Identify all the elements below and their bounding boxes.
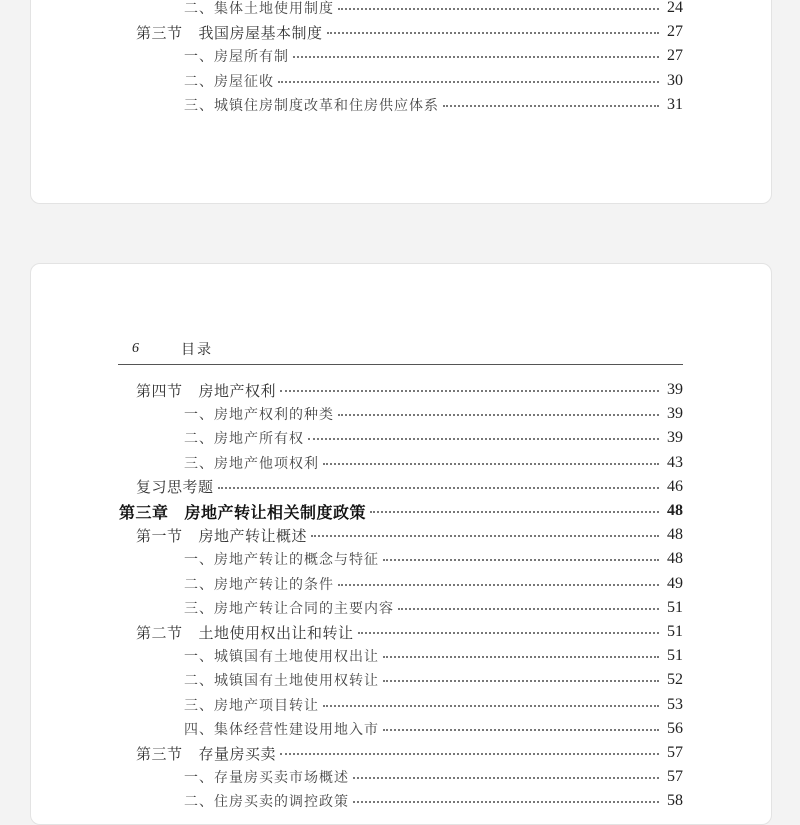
toc-subsection[interactable] xyxy=(184,789,683,813)
toc-subsection[interactable] xyxy=(184,765,683,789)
leader-dots xyxy=(353,801,659,803)
toc-entry-title xyxy=(184,95,439,115)
toc-page-number: 24 xyxy=(667,0,683,16)
toc-entry-label: 一、房地产转让的概念与特征 xyxy=(184,552,379,569)
leader-dots xyxy=(338,414,659,416)
leader-dots xyxy=(383,680,659,682)
toc-entry-name: 房地产权利 xyxy=(198,381,277,400)
toc-page-number: 58 xyxy=(667,792,683,810)
leader-dots xyxy=(383,559,659,561)
leader-dots xyxy=(280,390,659,392)
toc-entry-title xyxy=(184,646,379,666)
toc-entry-label: 一、房屋所有制 xyxy=(184,49,289,66)
toc-entry-title xyxy=(184,549,379,569)
toc-chapter[interactable] xyxy=(119,499,683,523)
leader-dots xyxy=(338,8,659,10)
toc-entry-label: 三、房地产他项权利 xyxy=(184,455,319,472)
toc-page-6 xyxy=(30,263,772,825)
toc-page-number: 57 xyxy=(667,768,683,786)
toc-page-number: 39 xyxy=(667,381,683,398)
toc-page-number: 57 xyxy=(667,744,683,761)
toc-entry-label: 第三章 xyxy=(119,502,169,522)
toc-page-number: 31 xyxy=(667,95,683,113)
toc-entry-title xyxy=(184,0,334,18)
toc-section[interactable] xyxy=(136,620,683,644)
leader-dots xyxy=(443,105,659,107)
toc-subsection[interactable] xyxy=(184,451,683,475)
toc-entry-label: 第二节 xyxy=(136,623,183,642)
toc-subsection[interactable] xyxy=(184,93,683,117)
toc-subsection[interactable] xyxy=(184,717,683,741)
toc-subsection[interactable] xyxy=(184,547,683,571)
page-header xyxy=(118,334,683,365)
leader-dots xyxy=(383,729,659,731)
toc-page-number: 27 xyxy=(667,23,683,41)
leader-dots xyxy=(323,705,659,707)
toc-entry-title xyxy=(184,767,349,787)
toc-entry-label: 三、房地产项目转让 xyxy=(184,697,319,714)
toc-entry-title xyxy=(184,404,334,424)
toc-subsection[interactable] xyxy=(184,572,683,596)
toc-entry-title xyxy=(136,476,214,497)
toc-entry-label: 三、房地产转让合同的主要内容 xyxy=(184,600,394,617)
toc-entry-title xyxy=(136,743,276,764)
toc-entry-label: 二、集体土地使用制度 xyxy=(184,1,334,17)
toc-entry-name: 我国房屋基本制度 xyxy=(198,23,323,42)
toc-entry-name: 土地使用权出让和转让 xyxy=(198,623,354,642)
toc-page-number: 48 xyxy=(667,502,683,519)
page-number: 6 xyxy=(132,341,139,356)
toc-entry-label: 第一节 xyxy=(136,526,183,545)
toc-section[interactable] xyxy=(136,523,683,547)
toc-entry-title xyxy=(184,670,379,690)
toc-page-number: 39 xyxy=(667,429,683,447)
toc-entry-label: 一、房地产权利的种类 xyxy=(184,407,334,424)
toc-entry-label: 三、城镇住房制度改革和住房供应体系 xyxy=(184,97,439,114)
page-heading: 目录 xyxy=(181,342,213,358)
toc-entry-title xyxy=(184,574,334,594)
toc-entry-title xyxy=(184,46,289,66)
toc-entry-title xyxy=(184,791,349,811)
toc-page-number: 51 xyxy=(667,647,683,665)
toc-entry-title xyxy=(184,428,304,448)
toc-entry-title xyxy=(184,453,319,473)
toc-entry-label: 二、房地产转让的条件 xyxy=(184,576,334,593)
toc-page-number: 56 xyxy=(667,719,683,737)
toc-entry-label: 一、存量房买卖市场概述 xyxy=(184,770,349,787)
toc-entry-title xyxy=(136,380,276,401)
toc-entry-label: 第三节 xyxy=(136,23,183,42)
toc-subsection[interactable] xyxy=(184,596,683,620)
leader-dots xyxy=(370,511,659,513)
toc-entry-title xyxy=(184,695,319,715)
leader-dots xyxy=(338,584,659,586)
toc-entry-label: 二、房屋征收 xyxy=(184,73,274,90)
toc-entry-title xyxy=(184,71,274,91)
toc-entry-title xyxy=(184,719,379,739)
toc-page-number: 46 xyxy=(667,477,683,495)
toc-entry-label: 二、房地产所有权 xyxy=(184,431,304,448)
toc-page-number: 49 xyxy=(667,574,683,592)
toc-subsection[interactable] xyxy=(184,402,683,426)
leader-dots xyxy=(280,753,659,755)
toc-entry-title xyxy=(136,525,307,546)
toc-entry-title xyxy=(184,598,394,618)
toc-page-number: 53 xyxy=(667,695,683,713)
toc-section[interactable] xyxy=(136,475,683,499)
toc-entry-name: 存量房买卖 xyxy=(198,744,277,763)
toc-page-number: 43 xyxy=(667,453,683,471)
toc-entry-title xyxy=(136,622,354,643)
toc-page-number: 27 xyxy=(667,47,683,65)
leader-dots xyxy=(308,438,659,440)
toc-entry-label: 二、城镇国有土地使用权转让 xyxy=(184,673,379,690)
toc-subsection[interactable] xyxy=(184,44,683,68)
toc-entry-label: 一、城镇国有土地使用权出让 xyxy=(184,649,379,666)
toc-page-number: 51 xyxy=(667,598,683,616)
toc-entry-title xyxy=(119,500,366,523)
leader-dots xyxy=(218,487,659,489)
toc-page-number: 48 xyxy=(667,526,683,544)
toc-page-number: 52 xyxy=(667,671,683,689)
leader-dots xyxy=(327,32,659,34)
toc-entry-label: 四、集体经营性建设用地入市 xyxy=(184,721,379,738)
toc-subsection[interactable] xyxy=(184,668,683,692)
leader-dots xyxy=(358,632,659,634)
leader-dots xyxy=(323,463,659,465)
toc-section[interactable] xyxy=(136,741,683,765)
toc-entry-name: 房地产转让相关制度政策 xyxy=(184,502,367,522)
toc-entry-label: 第四节 xyxy=(136,381,183,400)
leader-dots xyxy=(398,608,659,610)
toc-entry-label: 复习思考题 xyxy=(136,478,214,497)
toc-page-number: 39 xyxy=(667,405,683,423)
toc-subsection[interactable] xyxy=(184,426,683,450)
toc-page-number: 48 xyxy=(667,550,683,568)
toc-subsection[interactable] xyxy=(184,0,683,20)
toc-entry-label: 第三节 xyxy=(136,744,183,763)
leader-dots xyxy=(278,81,659,83)
toc-section[interactable] xyxy=(136,378,683,402)
toc-subsection[interactable] xyxy=(184,69,683,93)
toc-entry-name: 房地产转让概述 xyxy=(198,526,308,545)
toc-section[interactable] xyxy=(136,20,683,44)
toc-entry-label: 二、住房买卖的调控政策 xyxy=(184,794,349,811)
toc-page-top xyxy=(30,0,772,204)
toc-page-number: 51 xyxy=(667,623,683,640)
toc-subsection[interactable] xyxy=(184,693,683,717)
toc-entry-title xyxy=(136,22,323,43)
leader-dots xyxy=(383,656,659,658)
leader-dots xyxy=(353,777,659,779)
toc-page-number: 30 xyxy=(667,71,683,89)
toc-subsection[interactable] xyxy=(184,644,683,668)
leader-dots xyxy=(293,56,659,58)
leader-dots xyxy=(311,535,659,537)
